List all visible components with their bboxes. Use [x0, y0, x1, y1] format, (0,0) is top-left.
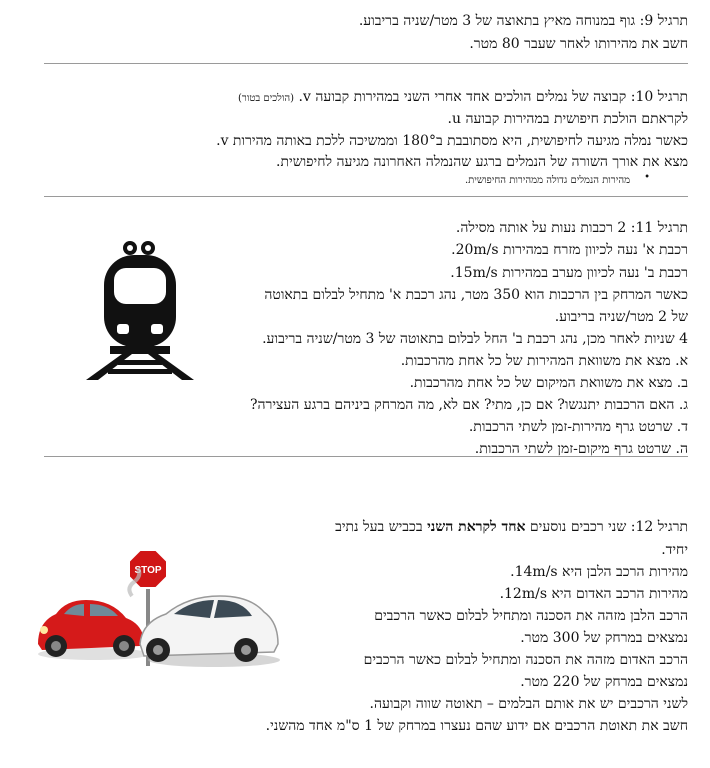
ex11-line-5: של 2 מטר/שניה בריבוע.	[554, 309, 688, 325]
white-car-icon	[140, 596, 280, 667]
car-crash-illustration	[34, 548, 284, 670]
ex12-line-8: נמצאים במרחק של 220 מטר.	[520, 674, 688, 690]
svg-text:STOP: STOP	[134, 565, 162, 576]
ex12-line-9: לשני הרכבים יש את אותם הבלמים – תאוטה שווה וקבועה.	[369, 696, 688, 712]
ex11-line-3: רכבת ב' נעה לכיוון מערב במהירות 15m/s.	[450, 265, 688, 281]
ex10-bullet: מהירות הנמלים גדולה ממהירות החיפושית.	[464, 175, 630, 186]
divider	[44, 63, 688, 64]
ex12-line-1	[335, 518, 688, 536]
ex11-line-1: תרגיל 11: 2 רכבות נעות על אותה מסילה.	[455, 220, 688, 236]
ex12-line-1-post: בכביש בעל נתיב	[335, 519, 428, 535]
ex12-line-6: נמצאים במרחק של 300 מטר.	[520, 630, 688, 646]
ex10-note: (הולכים בטור)	[238, 93, 295, 104]
ex11-line-6: 4 שניות לאחר מכן, נהג רכבת ב' החל לבלום בתאוטה של 3 מטר/שניה בריבוע.	[262, 331, 688, 347]
ex9-line-2: חשב את מהירותו לאחר שעבר 80 מטר.	[469, 36, 688, 52]
red-car-icon	[38, 600, 150, 660]
ex11-line-4: כאשר המרחק בין הרכבות הוא 350 מטר, נהג רכבת א' מתחיל לבלום בתאוטה	[264, 287, 688, 303]
ex10-line-1	[238, 88, 688, 108]
ex12-line-1-bold: אחד לקראת השני	[427, 519, 526, 535]
ex12-line-1-pre: תרגיל 12: שני רכבים נוסעים	[525, 519, 688, 535]
ex11-line-11: ה. שרטט גרף מיקום-זמן לשתי הרכבות.	[474, 441, 688, 457]
ex10-line-3: כאשר נמלה מגיעה לחיפושית, היא מסתובבת ב180° וממשיכה ללכת באותה מהירות v.	[216, 133, 688, 149]
ex11-line-2: רכבת א' נעה לכיוון מזרח במהירות 20m/s.	[451, 242, 688, 258]
divider	[44, 456, 688, 457]
ex11-line-7: א. מצא את משוואת המהירות של כל אחת מהרכבות.	[400, 353, 688, 369]
bullet-icon: •	[644, 172, 650, 183]
ex11-line-10: ד. שרטט גרף מהירות-זמן לשתי הרכבות.	[468, 419, 688, 435]
ex12-line-4: מהירות הרכב האדום היא 12m/s.	[499, 586, 688, 602]
ex9-line-1: תרגיל 9: גוף במנוחה מאיץ בתאוצה של 3 מטר/שניה בריבוע.	[358, 13, 688, 29]
ex12-line-7: הרכב האדום מזהה את הסכנה ומתחיל לבלום כאשר הרכבים	[363, 652, 688, 668]
train-icon	[84, 238, 196, 380]
ex12-line-2: יחיד.	[661, 542, 688, 558]
ex10-title: תרגיל 10: קבוצה של נמלים הולכים אחד אחרי השני במהירות קבועה v.	[298, 89, 688, 105]
ex10-line-2: לקראתם הולכת חיפושית במהירות קבועה u.	[447, 111, 688, 127]
divider	[44, 196, 688, 197]
ex12-line-3: מהירות הרכב הלבן היא 14m/s.	[510, 564, 688, 580]
ex10-line-4: מצא את אורך השורה של הנמלים ברגע שהנמלה האחרונה מגיעה לחיפושית.	[276, 154, 688, 170]
ex11-line-8: ב. מצא את משוואת המיקום של כל אחת מהרכבות.	[409, 375, 688, 391]
ex12-line-5: הרכב הלבן מזהה את הסכנה ומתחיל לבלום כאשר הרכבים	[374, 608, 688, 624]
ex12-line-10: חשב את תאוטת הרכבים אם ידוע שהם נעצרו במרחק של 1 ס"מ אחד מהשני.	[265, 718, 688, 734]
ex11-line-9: ג. האם הרכבות יתנגשו? אם כן, מתי? אם לא, מה המרחק ביניהם ברגע העצירה?	[249, 397, 688, 413]
